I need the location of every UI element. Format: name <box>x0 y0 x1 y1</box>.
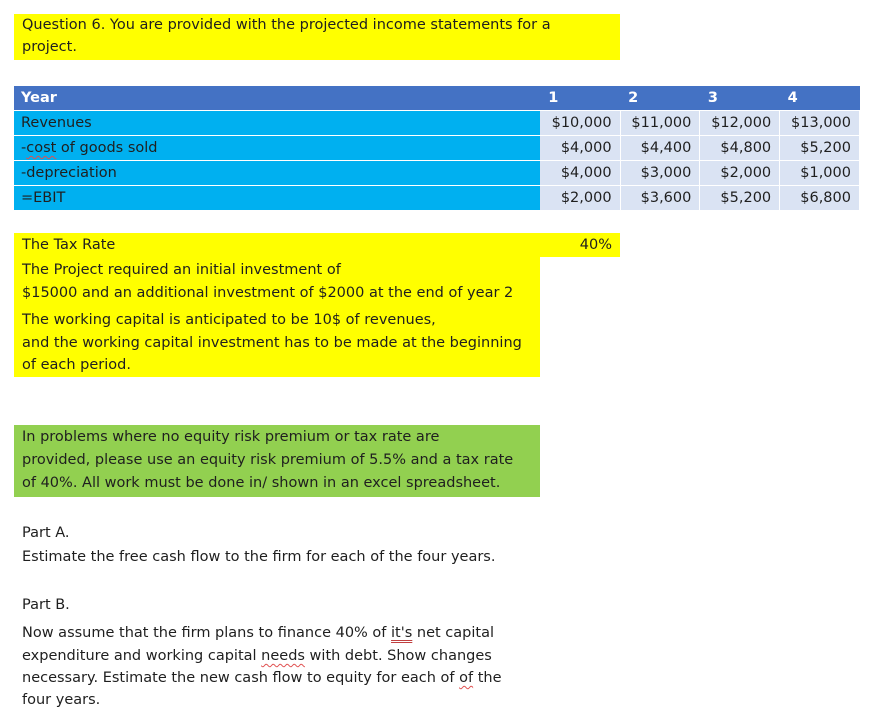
table-cell: $4,000 <box>540 136 620 161</box>
year-1-header: 1 <box>540 86 620 111</box>
investment-line-5: of each period. <box>22 357 131 373</box>
table-cell: $1,000 <box>780 161 860 186</box>
table-cell: $4,000 <box>540 161 620 186</box>
part-b-line-2 <box>22 648 492 664</box>
text-run: net capital <box>412 625 495 641</box>
note-box <box>14 425 540 497</box>
row-label-revenues: Revenues <box>14 111 540 136</box>
spellcheck-word: cost <box>26 140 57 156</box>
investment-line-4: and the working capital investment has to be made at the beginning <box>22 335 522 351</box>
grammar-flag-word: it's <box>391 625 413 641</box>
part-a-title: Part A. <box>22 525 70 541</box>
table-header-row <box>14 86 860 111</box>
tax-rate-value: 40% <box>579 237 612 253</box>
row-label-cogs <box>14 136 540 161</box>
year-4-header: 4 <box>780 86 860 111</box>
note-line-3: of 40%. All work must be done in/ shown in an excel spreadsheet. <box>22 475 501 491</box>
table-cell: $11,000 <box>620 111 700 136</box>
repeated-word-flag: of <box>459 670 474 686</box>
part-a-text: Estimate the free cash flow to the firm for each of the four years. <box>22 549 496 565</box>
question-box <box>14 14 620 60</box>
table-cell: $3,000 <box>620 161 700 186</box>
tax-investment-box <box>14 233 540 377</box>
text-run: expenditure and working capital <box>22 648 262 664</box>
investment-line-2: $15000 and an additional investment of $2000 at the end of year 2 <box>22 285 514 301</box>
year-2-header: 2 <box>620 86 700 111</box>
table-row <box>14 186 860 211</box>
table-cell: $2,000 <box>700 161 780 186</box>
text-run: necessary. Estimate the new cash flow to equity for each of <box>22 670 460 686</box>
question-line-2: project. <box>22 39 77 55</box>
table-cell: $3,600 <box>620 186 700 211</box>
table-row <box>14 111 860 136</box>
part-b-title: Part B. <box>22 597 70 613</box>
note-line-2: provided, please use an equity risk premium of 5.5% and a tax rate <box>22 452 514 468</box>
table-cell: $5,200 <box>700 186 780 211</box>
text-run: the <box>473 670 502 686</box>
note-line-1: In problems where no equity risk premium or tax rate are <box>22 429 440 445</box>
table-cell: $13,000 <box>780 111 860 136</box>
part-b-line-4: four years. <box>22 692 101 708</box>
table-cell: $10,000 <box>540 111 620 136</box>
label-rest: of goods sold <box>56 140 158 156</box>
investment-line-3: The working capital is anticipated to be 10$ of revenues, <box>22 312 436 328</box>
label-prefix: - <box>21 140 27 156</box>
tax-rate-label: The Tax Rate <box>22 237 116 253</box>
part-b-line-3 <box>22 670 502 686</box>
table-row <box>14 161 860 186</box>
text-run: with debt. Show changes <box>304 648 492 664</box>
investment-line-1: The Project required an initial investment of <box>22 262 341 278</box>
table-cell: $2,000 <box>540 186 620 211</box>
table-cell: $6,800 <box>780 186 860 211</box>
table-cell: $4,800 <box>700 136 780 161</box>
question-line-1: Question 6. You are provided with the projected income statements for a <box>22 17 551 33</box>
table-cell: $5,200 <box>780 136 860 161</box>
income-statement-table <box>14 86 860 211</box>
table-cell: $12,000 <box>700 111 780 136</box>
text-run: Now assume that the firm plans to finance 40% of <box>22 625 392 641</box>
spellcheck-word: needs <box>261 648 305 664</box>
row-label-ebit: =EBIT <box>14 186 540 211</box>
year-header: Year <box>14 86 540 111</box>
table-row <box>14 136 860 161</box>
tax-rate-value-cell <box>540 233 620 257</box>
table-cell: $4,400 <box>620 136 700 161</box>
row-label-depreciation: -depreciation <box>14 161 540 186</box>
part-b-line-1 <box>22 625 494 641</box>
year-3-header: 3 <box>700 86 780 111</box>
